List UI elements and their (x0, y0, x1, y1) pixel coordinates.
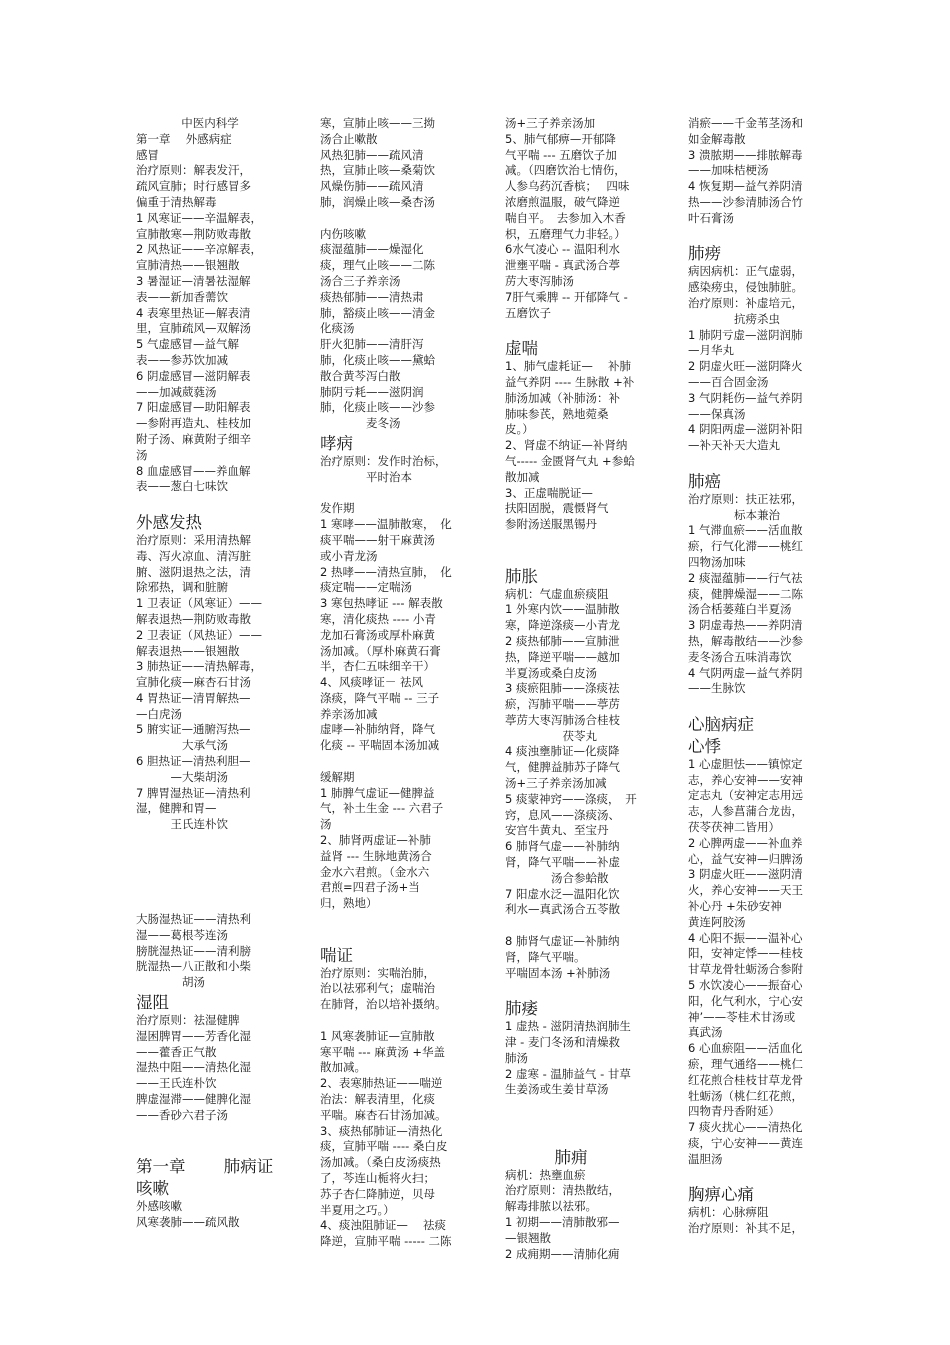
section-heading: 咳嗽 (136, 1179, 169, 1199)
text-line: 1 寒哮——温肺散寒， 化 (320, 517, 452, 532)
text-line: 散合黄芩泻白散 (320, 368, 401, 383)
text-line: 病机：心脉痹阻 (688, 1205, 769, 1220)
text-line: 湿——葛根芩连汤 (136, 927, 228, 942)
text-line: 痰定喘——定喘汤 (320, 580, 412, 595)
text-line: 附子汤、麻黄附子细辛 (136, 431, 251, 446)
text-line: ——藿香正气散 (136, 1044, 217, 1059)
text-line: 汤 (136, 447, 148, 462)
text-line: 2 心脾两虚——补血养 (688, 835, 803, 850)
text-line: 汤+三子养亲汤加减 (505, 776, 607, 791)
text-line: 膀胱湿热证——清利膀 (136, 943, 251, 958)
text-line: 2 虚寒 - 温肺益气 - 甘草 (505, 1066, 631, 1081)
spacer (688, 697, 836, 713)
text-line: 病机：热壅血瘀 (505, 1167, 586, 1182)
text-line: 君煎=四君子汤+当 (320, 880, 420, 895)
text-line: 叶石膏汤 (688, 210, 734, 225)
text-line: 四物汤加味 (688, 554, 746, 569)
text-line: 表——新加香薷饮 (136, 289, 228, 304)
text-line: 外感咳嗽 (136, 1199, 182, 1214)
text-line: 红花煎合桂枝甘草龙骨 (688, 1072, 803, 1087)
text-line: 心，益气安神—归脾汤 (688, 851, 803, 866)
text-line: 肺，润燥止咳—桑杏汤 (320, 194, 435, 209)
text-line: 5 水饮凌心——振奋心 (688, 978, 803, 993)
text-line: 安宫牛黄丸、至宝丹 (505, 823, 609, 838)
text-line: 或小青龙汤 (320, 548, 378, 563)
text-line: 5 腑实证—通腑泻热— (136, 722, 251, 737)
section-heading: 外感发热 (136, 512, 202, 532)
section-heading: 哮病 (320, 433, 353, 453)
text-line: 利水—真武汤合五苓散 (505, 902, 620, 917)
spacer (320, 211, 468, 227)
text-line: 阳，化气利水，宁心安 (688, 993, 803, 1008)
spacer (320, 486, 468, 502)
text-line: 2、表寒肺热证——喘逆 (320, 1076, 443, 1091)
text-line: 2 风热证——辛凉解表， (136, 242, 262, 257)
text-line: 治疗原则：补虚培元， (688, 295, 803, 310)
text-line: 平时治本 (320, 469, 412, 484)
text-line: 发作期 (320, 501, 355, 516)
text-line: 2、肺肾两虚证—补肺 (320, 833, 431, 848)
text-line: 表——参苏饮加减 (136, 352, 228, 367)
text-line: —白虎汤 (136, 706, 182, 721)
section-heading: 肺胀 (505, 566, 538, 586)
text-line: 风热犯肺——疏风清 (320, 147, 424, 162)
text-line: 感染痨虫，侵蚀肺脏。 (688, 280, 803, 295)
text-line: 3 溃脓期——排脓解毒 (688, 147, 803, 162)
spacer (688, 454, 836, 470)
text-line: 3 阴虚毒热——养阴清 (688, 618, 803, 633)
text-line: —银翘散 (505, 1230, 551, 1245)
text-line: 气----- 金匮肾气丸 +参蛤 (505, 453, 635, 468)
text-line: 治疗原则：采用清热解 (136, 532, 251, 547)
text-line: 热——沙参清肺汤合竹 (688, 194, 803, 209)
text-line: 在肺肾，治以培补摄纳。 (320, 997, 447, 1012)
text-line: —参附再造丸、桂枝加 (136, 416, 251, 431)
text-line: 2 痰热郁肺——宣肺泄 (505, 633, 620, 648)
text-line: 除邪热，调和脏腑 (136, 580, 228, 595)
text-line: 4 恢复期—益气养阴清 (688, 179, 803, 194)
text-line: 6水气凌心 -- 温阳利水 (505, 242, 620, 257)
text-line: 1、肺气虚耗证— 补肺 (505, 359, 631, 374)
text-line: 胡汤 (136, 975, 205, 990)
text-line: 毒、泻火凉血、清泻脏 (136, 548, 251, 563)
text-line: 肾，降气平喘。 (505, 949, 586, 964)
text-line: 茯苓茯神二皆用） (688, 820, 780, 835)
text-line: 缓解期 (320, 769, 355, 784)
spacer (320, 912, 468, 944)
text-line: 脾虚湿滞——健脾化湿 (136, 1092, 251, 1107)
text-line: 2 阴虚火旺—滋阴降火 (688, 359, 803, 374)
section-heading: 肺痈 (505, 1147, 588, 1167)
text-line: 王氏连朴饮 (136, 817, 228, 832)
text-line: ——加减葳蕤汤 (136, 384, 217, 399)
text-line: 温胆汤 (688, 1151, 723, 1166)
text-line: 3 痰瘀阻肺——涤痰祛 (505, 681, 620, 696)
text-line: 4 痰浊壅肺证—化痰降 (505, 744, 620, 759)
text-line: 4 胃热证—清胃解热— (136, 690, 251, 705)
spacer (505, 1098, 653, 1145)
text-line: 气平喘 --- 五磨饮子加 (505, 147, 617, 162)
text-line: 葶苈大枣泻肺汤合桂枝 (505, 712, 620, 727)
text-line: 苏子杏仁降肺逆，贝母 (320, 1186, 435, 1201)
text-line: 1 风寒证——辛温解表， (136, 210, 262, 225)
text-line: 涤痰，降气平喘 -- 三子 (320, 690, 440, 705)
text-line: 牡蛎汤（桃仁红花煎， (688, 1088, 803, 1103)
text-line: 肾，降气平喘——补虚 (505, 855, 620, 870)
text-line: 减。（四磨饮治七情伤， (505, 163, 626, 178)
text-line: 腑、滋阴退热之法，清 (136, 564, 251, 579)
text-line: 1 虚热 - 滋阴清热润肺生 (505, 1019, 631, 1034)
text-line: 津 - 麦门冬汤和清燥救 (505, 1035, 620, 1050)
text-line: 标本兼治 (688, 507, 780, 522)
text-line: 肺，豁痰止咳——清金 (320, 305, 435, 320)
text-line: 生姜汤或生姜甘草汤 (505, 1082, 609, 1097)
text-line: ——生脉饮 (688, 681, 746, 696)
text-line: 1 初期——清肺散邪— (505, 1215, 620, 1229)
text-line: 气，健脾益肺苏子降气 (505, 760, 620, 775)
text-line: 2 成痈期——清肺化痈 (505, 1246, 620, 1261)
text-line: 2 痰湿蕴肺——行气祛 (688, 570, 803, 585)
text-line: 四物青丹香附延） (688, 1104, 780, 1119)
text-line: 补心丹 +朱砂安神 (688, 899, 782, 914)
spacer (688, 1168, 836, 1184)
text-line: 3、正虚喘脱证— (505, 485, 593, 500)
text-line: 降逆，宣肺平喘 ----- 二陈 (320, 1234, 452, 1249)
text-line: 内伤咳嗽 (320, 226, 366, 241)
text-line: ——加味桔梗汤 (688, 163, 769, 178)
text-line: 大承气汤 (136, 738, 228, 753)
text-line: 痰，宣肺平喘 ---- 桑白皮 (320, 1139, 448, 1154)
text-line: 宣肺清热——银翘散 (136, 258, 240, 273)
text-line: 汤合止嗽散 (320, 131, 378, 146)
text-line: 半夏汤或桑白皮汤 (505, 665, 597, 680)
text-line: 肝火犯肺——清肝泻 (320, 337, 424, 352)
text-line: 热，解毒散结——沙参 (688, 633, 803, 648)
text-line: 半夏用之巧。） (320, 1202, 395, 1217)
text-line: 疏风宣肺；时行感冒多 (136, 179, 251, 194)
text-line: 风寒袭肺——疏风散 (136, 1215, 240, 1230)
text-line: 4 气阴两虚—益气养阴 (688, 665, 803, 680)
text-line: 3 气阴耗伤—益气养阴 (688, 390, 803, 405)
text-line: 寒平喘 --- 麻黄汤 +华盖 (320, 1044, 446, 1059)
text-line: —补天补天大造丸 (688, 438, 780, 453)
text-line: 1 卫表证（风寒证）—— (136, 596, 262, 611)
text-line: 7 阳虚感冒—助阳解表 (136, 400, 251, 415)
text-line: 神’——苓桂术甘汤或 (688, 1009, 796, 1024)
text-line: 1 外寒内饮——温肺散 (505, 602, 620, 617)
text-line: 里，宣肺疏风—双解汤 (136, 321, 251, 336)
text-line: 养亲汤加减 (320, 706, 378, 721)
text-line: 4、痰浊阻肺证— 祛痰 (320, 1218, 446, 1233)
text-line: 喘自平。 去参加入木香 (505, 210, 626, 225)
text-line: 金水六君煎。（金水六 (320, 864, 430, 879)
text-line: 肺，化痰止咳——沙参 (320, 400, 435, 415)
spacer (320, 754, 468, 770)
text-line: 偏重于清热解毒 (136, 194, 217, 209)
text-line: 瘀，行气化滞——桃红 (688, 539, 803, 554)
text-line: 湿困脾胃——芳香化湿 (136, 1028, 251, 1043)
text-line: 寒，宣肺止咳——三拗 (320, 116, 435, 130)
spacer (688, 227, 836, 243)
text-line: 肺汤加减（补肺汤：补 (505, 390, 620, 405)
text-line: 2、肾虚不纳证—补肾纳 (505, 438, 628, 453)
text-line: 汤加减。（桑白皮汤痰热 (320, 1155, 441, 1170)
text-line: ——保真汤 (688, 406, 746, 421)
section-heading: 湿阻 (136, 993, 169, 1013)
text-line: 扶阳固脱，震慑肾气 (505, 501, 609, 516)
text-line: 甘草龙骨牡蛎汤合参附 (688, 962, 803, 977)
text-line: 枳，五磨理气力非轻。） (505, 226, 626, 241)
text-line: 宣肺化痰—麻杏石甘汤 (136, 675, 251, 690)
text-line: 五磨饮子 (505, 305, 551, 320)
text-line: 1 肺阴亏虚—滋阴润肺 (688, 327, 803, 342)
text-line: 虚哮—补肺纳肾，降气 (320, 722, 435, 737)
text-line: 7 脾胃湿热证—清热利 (136, 785, 251, 800)
spacer (136, 495, 284, 511)
text-line: 肺味参芪，熟地菀桑 (505, 406, 609, 421)
column-1 (136, 116, 284, 1231)
text-line: 8 血虚感冒——养血解 (136, 463, 251, 478)
text-line: 肺，化痰止咳——黛蛤 (320, 352, 435, 367)
column-3 (505, 116, 653, 1262)
text-line: 阳，安神定悸——桂枝 (688, 946, 803, 961)
text-line: 6 阴虚感冒—滋阴解表 (136, 368, 251, 383)
text-line: 如金解毒散 (688, 131, 746, 146)
text-line: 皮。） (505, 422, 534, 437)
text-line: 3 阴虚火旺——滋阴清 (688, 867, 803, 882)
section-heading: 第一章 肺病证 (136, 1157, 274, 1177)
text-line: 痰热郁肺——清热肃 (320, 289, 424, 304)
text-line: 6 肺肾气虚——补肺纳 (505, 839, 620, 854)
column-4 (688, 116, 836, 1237)
text-line: 定志丸（安神定志用远 (688, 788, 803, 803)
text-line: 解表退热——银翘散 (136, 643, 240, 658)
text-line: —月华丸 (688, 343, 734, 358)
text-line: ——香砂六君子汤 (136, 1107, 228, 1122)
text-line: 痰，宁心安神——黄连 (688, 1136, 803, 1151)
text-line: 6 心血瘀阻——活血化 (688, 1041, 803, 1056)
text-line: 龙加石膏汤或厚朴麻黄 (320, 627, 435, 642)
text-line: 风燥伤肺——疏风清 (320, 179, 424, 194)
text-line: 痰平喘——射干麻黄汤 (320, 532, 435, 547)
text-line: 治疗原则：解表发汗， (136, 163, 251, 178)
section-heading: 肺痨 (688, 244, 721, 264)
text-line: 宣肺散寒—荆防败毒散 (136, 226, 251, 241)
spacer (505, 533, 653, 565)
spacer (136, 1124, 284, 1156)
document-title: 中医内科学 (181, 116, 239, 130)
text-line: 治疗原则：发作时治标， (320, 453, 447, 468)
text-line: 真武汤 (688, 1025, 723, 1040)
text-line: 汤+三子养亲汤加 (505, 116, 596, 130)
text-line: 7肝气乘脾 -- 开郁降气 - (505, 289, 628, 304)
text-line: 1 风寒袭肺证—宣肺散 (320, 1028, 435, 1043)
text-line: 浓磨煎温服，破气降逆 (505, 194, 620, 209)
text-line: 平喘固本汤 +补肺汤 (505, 965, 611, 980)
text-line: 汤合参蛤散 (505, 870, 609, 885)
text-line: 麦冬汤合五味消毒饮 (688, 649, 792, 664)
text-line: 参附汤送服黑锡丹 (505, 517, 597, 532)
text-line: 治法：解表清里，化痰 (320, 1092, 435, 1107)
text-line: 散加减 (505, 469, 540, 484)
text-line: 解毒排脓以祛邪。 (505, 1199, 597, 1214)
text-line: 化痰 -- 平喘固本汤加减 (320, 738, 440, 753)
text-line: 瘀，理气通络——桃仁 (688, 1057, 803, 1072)
spacer (505, 918, 653, 934)
text-line: 黄连阿胶汤 (688, 914, 746, 929)
text-line: 3 肺热证——清热解毒， (136, 659, 262, 674)
spacer (505, 981, 653, 997)
text-line: 瘀，泻肺平喘——葶苈 (505, 697, 620, 712)
text-line: 益气养阴 ---- 生脉散 +补 (505, 374, 635, 389)
text-line: —大柴胡汤 (136, 769, 228, 784)
text-line: 治疗原则：扶正祛邪， (688, 491, 803, 506)
text-line: 解表退热—荆防败毒散 (136, 611, 251, 626)
text-line: 2 热哮——清热宣肺， 化 (320, 564, 452, 579)
text-line: 志，养心安神——安神 (688, 772, 803, 787)
text-line: 1 气滞血瘀——活血散 (688, 523, 803, 538)
text-line: 寒，降逆涤痰—小青龙 (505, 618, 620, 633)
spacer (505, 321, 653, 337)
text-line: 1 心虚胆怯——镇惊定 (688, 756, 803, 771)
text-line: 治以祛邪利气；虚喘治 (320, 981, 435, 996)
text-line: 8 肺肾气虚证—补肺纳 (505, 934, 620, 949)
text-line: 志，人参菖蒲合龙齿， (688, 804, 803, 819)
text-line: 湿，健脾和胃— (136, 801, 217, 816)
text-line: 热，降逆平喘——越加 (505, 649, 620, 664)
text-line: 痰，健脾燥湿——二陈 (688, 586, 803, 601)
text-line: 3 暑湿证—清暑祛湿解 (136, 273, 251, 288)
text-line: 汤加减。（厚朴麻黄石膏 (320, 643, 441, 658)
text-line: 抗痨杀虫 (688, 311, 780, 326)
text-line: 4 心阳不振——温补心 (688, 930, 803, 945)
text-line: 消瘀——千金苇茎汤和 (688, 116, 803, 130)
section-heading: 心悸 (688, 736, 721, 756)
text-line: 化痰汤 (320, 321, 355, 336)
text-line: 气，补土生金 --- 六君子 (320, 801, 444, 816)
text-line: 火，养心安神——天王 (688, 883, 803, 898)
text-line: 5 痰蒙神窍——涤痰， 开 (505, 791, 637, 806)
text-line: 3、痰热郁肺证—清热化 (320, 1123, 443, 1138)
text-line: 湿热中阻——清热化湿 (136, 1060, 251, 1075)
text-line: 6 胆热证—清热利胆— (136, 754, 251, 769)
text-line: 感冒 (136, 147, 159, 162)
column-2 (320, 116, 468, 1250)
text-line: 治疗原则：祛湿健脾 (136, 1013, 240, 1028)
text-line: 病机：气虚血瘀痰阻 (505, 586, 609, 601)
text-line: 汤合三子养亲汤 (320, 273, 401, 288)
text-line: 5 气虚感冒—益气解 (136, 337, 239, 352)
spacer (320, 1013, 468, 1029)
text-line: 4 表寒里热证—解表清 (136, 305, 251, 320)
text-line: 肺汤 (505, 1050, 528, 1065)
text-line: 1 肺脾气虚证—健脾益 (320, 785, 435, 800)
text-line: 治疗原则：实喘治肺， (320, 965, 435, 980)
text-line: 寒，清化痰热 ---- 小青 (320, 611, 436, 626)
text-line: 胱湿热—八正散和小柴 (136, 959, 251, 974)
text-line: 痰，理气止咳——二陈 (320, 258, 435, 273)
text-line: 7 阳虚水泛—温阳化饮 (505, 886, 620, 901)
text-line: 3 寒包热哮证 --- 解表散 (320, 596, 443, 611)
text-line: 痰湿蕴肺——燥湿化 (320, 242, 424, 257)
text-line: ——王氏连朴饮 (136, 1076, 217, 1091)
text-line: ——百合固金汤 (688, 374, 769, 389)
text-line: 4 阴阳两虚—滋阴补阳 (688, 422, 803, 437)
text-line: 汤合栝蒌薤白半夏汤 (688, 602, 792, 617)
text-line: 热，宣肺止咳—桑菊饮 (320, 163, 435, 178)
text-line: 治疗原则：清热散结， (505, 1183, 620, 1198)
text-line: 了，芩连山栀将火扫； (320, 1171, 435, 1185)
text-line: 散加减。 (320, 1060, 366, 1075)
section-heading: 心脑病症 (688, 714, 754, 734)
text-line: 人参乌药沉香槟； 四味 (505, 179, 630, 194)
text-line: 苈大枣泻肺汤 (505, 273, 574, 288)
text-line: 麦冬汤 (320, 416, 401, 431)
text-line: 4、风痰哮证－ 祛风 (320, 675, 423, 690)
section-heading: 胸痹心痛 (688, 1185, 754, 1205)
spacer (136, 833, 284, 912)
text-line: 益肾 --- 生脉地黄汤合 (320, 848, 432, 863)
text-line: 汤 (320, 817, 332, 832)
text-line: 平喘。麻杏石甘汤加减。 (320, 1107, 447, 1122)
text-line: 病因病机：正气虚弱， (688, 264, 803, 279)
section-heading: 虚喘 (505, 339, 538, 359)
text-line: 表——葱白七味饮 (136, 479, 228, 494)
text-line: 治疗原则：补其不足， (688, 1221, 803, 1236)
text-line: 7 痰火扰心——清热化 (688, 1120, 803, 1135)
text-line: 第一章 外感病症 (136, 131, 232, 146)
text-line: 5、肺气郁痹—开郁降 (505, 131, 616, 146)
text-line: 肺阴亏耗——滋阴润 (320, 384, 424, 399)
section-heading: 肺癌 (688, 471, 721, 491)
section-heading: 喘证 (320, 945, 353, 965)
text-line: 大肠湿热证——清热利 (136, 912, 251, 927)
text-line: 窍，息风——涤痰汤、 (505, 807, 620, 822)
text-line: 半，杏仁五味细辛干） (320, 659, 435, 674)
section-heading: 肺痿 (505, 999, 538, 1019)
text-line: 2 卫表证（风热证）—— (136, 627, 262, 642)
text-line: 归，熟地） (320, 896, 378, 911)
text-line: 泄壅平喘 - 真武汤合葶 (505, 258, 620, 273)
text-line: 茯苓丸 (505, 728, 597, 743)
